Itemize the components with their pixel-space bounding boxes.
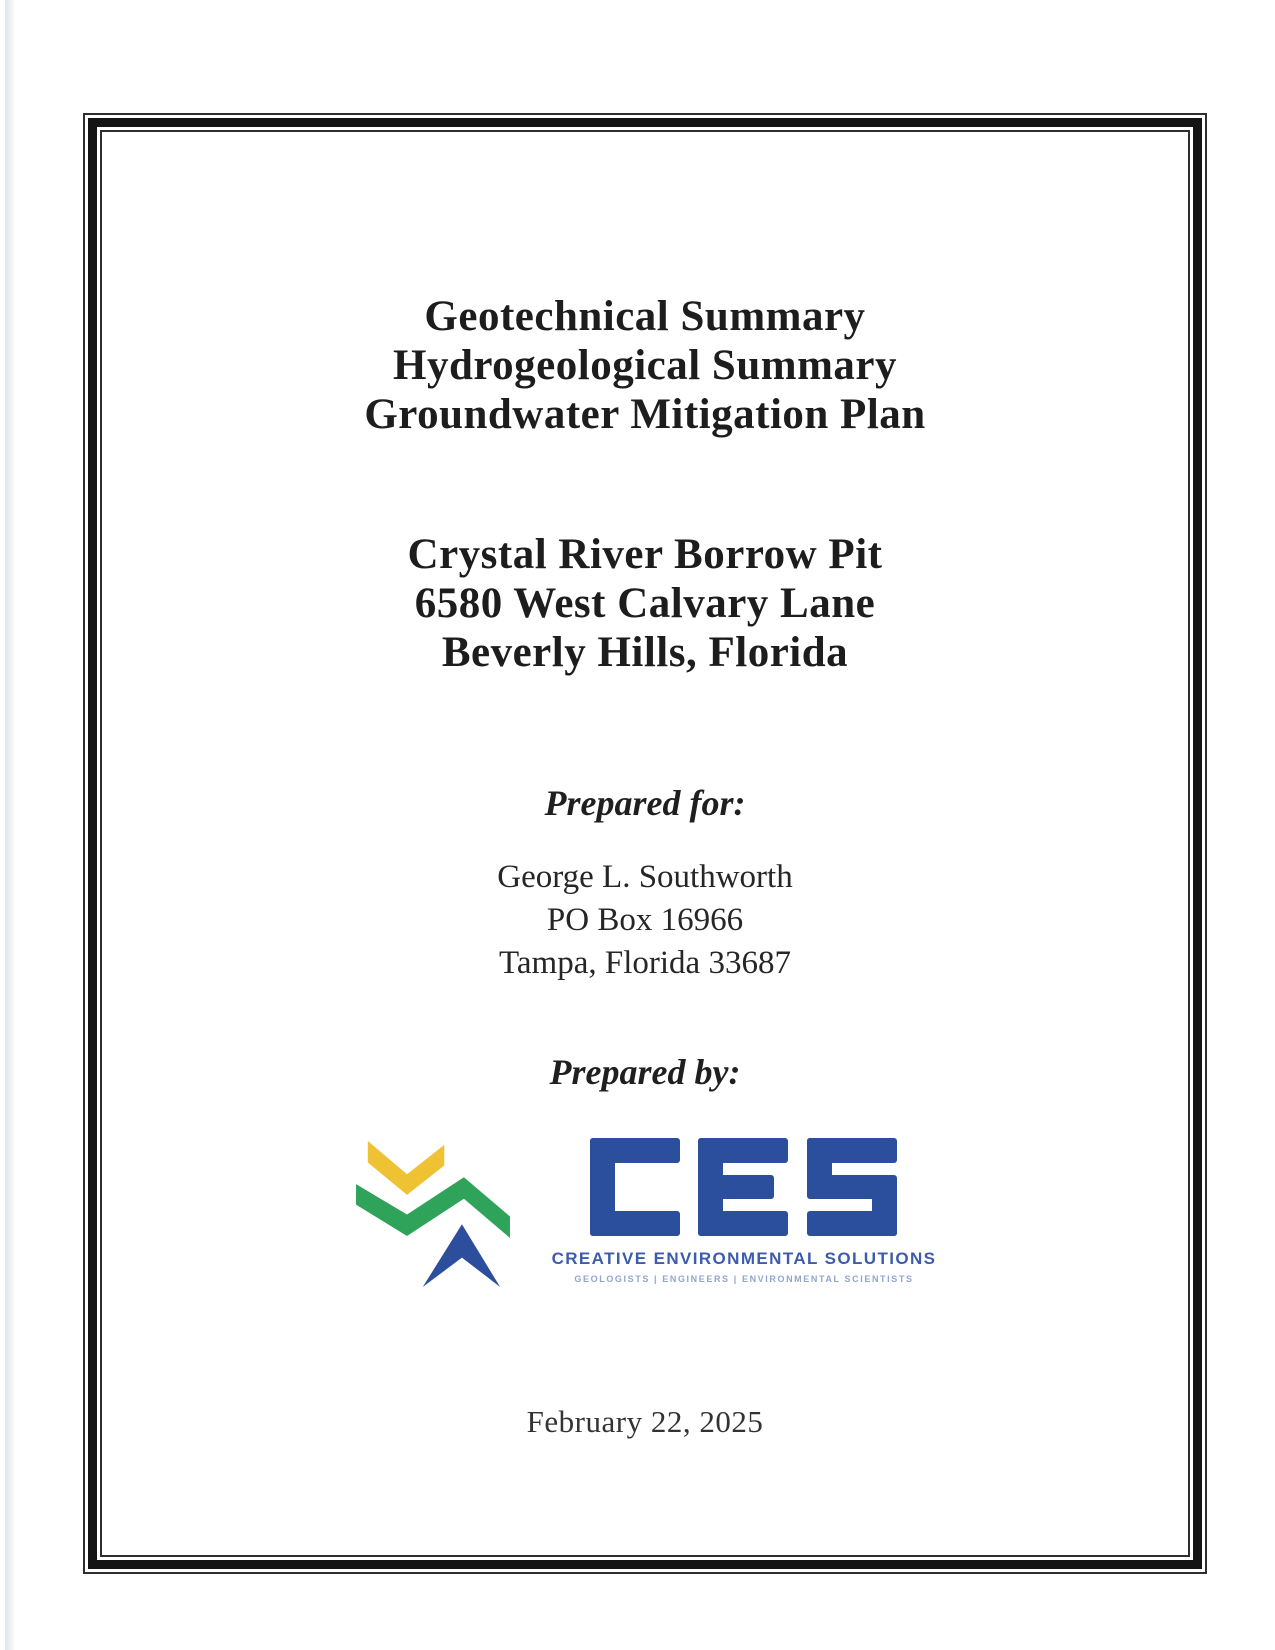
recipient-po-box: PO Box 16966 bbox=[546, 902, 744, 938]
ces-disciplines: GEOLOGISTS | ENGINEERS | ENVIRONMENTAL SCIENTISTS bbox=[574, 1274, 914, 1284]
chevron-yellow-down bbox=[367, 1141, 443, 1195]
ces-wordmark bbox=[590, 1138, 897, 1236]
site-street: 6580 West Calvary Lane bbox=[414, 580, 876, 627]
prepared-for-label: Prepared for: bbox=[544, 783, 746, 823]
scan-edge-artifact bbox=[5, 0, 14, 1650]
cover-page-content-area bbox=[100, 130, 1190, 1557]
page-border-frame bbox=[83, 113, 1207, 1574]
report-title bbox=[102, 292, 1188, 439]
report-title-line-3: Groundwater Mitigation Plan bbox=[364, 391, 926, 438]
site-address bbox=[102, 530, 1188, 677]
ces-letter-e bbox=[698, 1138, 788, 1236]
recipient-name: George L. Southworth bbox=[497, 859, 793, 895]
ces-company-logo bbox=[102, 1138, 1188, 1289]
report-title-line-2: Hydrogeological Summary bbox=[393, 342, 897, 389]
recipient-address bbox=[102, 856, 1188, 985]
recipient-city: Tampa, Florida 33687 bbox=[499, 945, 791, 981]
chevron-blue-up bbox=[422, 1224, 499, 1287]
ces-logo-chevrons-icon bbox=[354, 1138, 512, 1289]
ces-letter-s bbox=[807, 1138, 897, 1236]
chevron-green-zigzag bbox=[356, 1177, 510, 1238]
page-border-frame-thick-rule bbox=[88, 118, 1202, 1569]
site-city: Beverly Hills, Florida bbox=[441, 629, 849, 676]
site-name: Crystal River Borrow Pit bbox=[407, 531, 883, 578]
report-title-line-1: Geotechnical Summary bbox=[424, 293, 866, 340]
ces-tagline: CREATIVE ENVIRONMENTAL SOLUTIONS bbox=[551, 1249, 937, 1268]
prepared-by-label: Prepared by: bbox=[549, 1052, 741, 1092]
ces-letter-c bbox=[590, 1138, 680, 1236]
report-date: February 22, 2025 bbox=[526, 1404, 764, 1439]
ces-logo-text-group bbox=[552, 1138, 937, 1284]
